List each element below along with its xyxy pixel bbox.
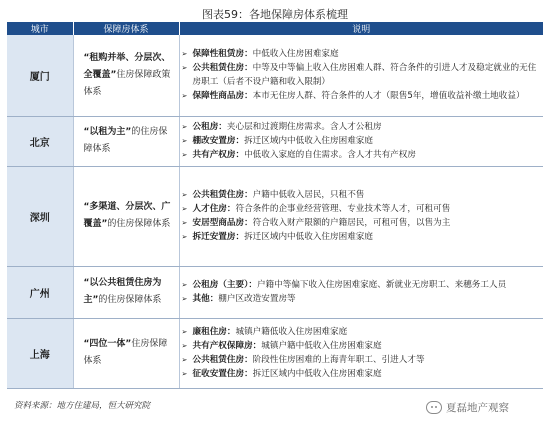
- city-cell: 上海: [7, 318, 73, 388]
- description-cell: [179, 35, 543, 116]
- header-system: 保障房体系: [73, 22, 179, 35]
- item-label: 共有产权房：: [192, 150, 245, 160]
- arrow-bullet-icon: ➢: [181, 342, 188, 350]
- arrow-bullet-icon: ➢: [181, 233, 188, 241]
- watermark: [426, 400, 509, 415]
- item-label: 公租房（主要）：: [192, 280, 257, 290]
- item-text: 中等及中等偏上收入住房困难人群、符合条件的引进人才及稳定就业的无住房职工（后者不设户籍和收入限制）: [192, 63, 537, 88]
- list-item: [182, 202, 540, 216]
- table-row: [7, 116, 543, 166]
- item-text: 中低收入住房困难家庭: [252, 49, 339, 60]
- housing-table: [7, 22, 543, 389]
- list-item: [182, 292, 540, 306]
- arrow-bullet-icon: ➢: [181, 281, 188, 289]
- source-note: 资料来源：地方住建局，恒大研究院: [14, 401, 151, 411]
- item-label: 保障性商品房：: [192, 91, 253, 102]
- item-text: 户籍中等偏下收入住房困难家庭、新就业无房职工、来穗务工人员: [256, 280, 507, 290]
- table-row: [7, 318, 543, 388]
- system-cell: [73, 35, 179, 116]
- item-text: 户籍中低收入居民，只租不售: [252, 190, 365, 200]
- list-item: [182, 47, 540, 61]
- item-text: 夹心层和过渡期住房需求。含人才公租房: [226, 122, 382, 132]
- item-text: 城镇户籍低收入住房困难家庭: [235, 327, 348, 337]
- city-cell: 北京: [7, 116, 73, 166]
- item-label: 安居型商品房：: [192, 218, 253, 228]
- description-cell: [179, 318, 543, 388]
- system-bold: “以租为主”: [83, 127, 132, 137]
- list-item: [182, 216, 540, 230]
- list-item: [182, 367, 540, 381]
- system-rest: 的住房保障体系: [83, 127, 168, 154]
- item-text: 拆迁区域内中低收入住房困难家庭: [252, 369, 382, 379]
- item-label: 征收安置住房：: [192, 369, 253, 379]
- arrow-bullet-icon: ➢: [181, 50, 188, 59]
- list-item: [182, 134, 540, 148]
- arrow-bullet-icon: ➢: [181, 151, 188, 159]
- arrow-bullet-icon: ➢: [181, 370, 188, 378]
- list-item: [182, 353, 540, 367]
- arrow-bullet-icon: ➢: [181, 205, 188, 213]
- arrow-bullet-icon: ➢: [181, 219, 188, 227]
- item-text: 城镇户籍中低收入住房困难家庭: [261, 341, 382, 351]
- city-cell: 厦门: [7, 35, 73, 116]
- item-label: 其他：: [192, 294, 219, 304]
- system-rest: 住房保障体系: [83, 339, 168, 366]
- city-cell: 深圳: [7, 166, 73, 266]
- arrow-bullet-icon: ➢: [181, 328, 188, 336]
- system-bold: “四位一体”: [83, 339, 132, 349]
- arrow-bullet-icon: ➢: [181, 356, 188, 364]
- system-cell: [73, 266, 179, 318]
- list-item: [182, 148, 540, 162]
- item-label: 人才住房：: [192, 204, 236, 214]
- item-label: 共有产权保障房：: [192, 341, 262, 351]
- item-text: 符合条件的企事业经营管理、专业技术等人才，可租可售: [235, 204, 451, 214]
- system-rest: 住房保障政策体系: [83, 69, 171, 97]
- item-label: 公共租赁住房：: [192, 190, 253, 200]
- table-row: [7, 266, 543, 318]
- city-cell: 广州: [7, 266, 73, 318]
- system-cell: [73, 166, 179, 266]
- arrow-bullet-icon: ➢: [181, 191, 188, 199]
- list-item: [182, 278, 540, 292]
- item-label: 拆迁安置房：: [192, 232, 245, 242]
- table-row: [7, 166, 543, 266]
- item-text: 中低收入家庭的自住需求。含人才共有产权房: [244, 150, 416, 160]
- system-cell: [73, 116, 179, 166]
- item-label: 公共租赁住房：: [192, 355, 253, 365]
- list-item: [182, 61, 540, 89]
- item-label: 棚改安置房：: [192, 136, 245, 146]
- arrow-bullet-icon: ➢: [181, 137, 188, 145]
- list-item: [182, 89, 540, 103]
- system-cell: [73, 318, 179, 388]
- system-bold: “多渠道、分层次、广覆盖”: [83, 202, 171, 229]
- list-item: [182, 339, 540, 353]
- arrow-bullet-icon: ➢: [181, 64, 188, 73]
- list-item: [182, 188, 540, 202]
- system-bold: “租购并举、分层次、全覆盖”: [83, 52, 171, 80]
- system-rest: 的住房保障体系: [98, 295, 162, 305]
- item-text: 拆迁区域内中低收入住房困难家庭: [244, 232, 373, 242]
- list-item: [182, 230, 540, 244]
- item-text: 本市无住房人群、符合条件的人才（限售5年，增值收益补缴土地收益）: [252, 91, 525, 102]
- item-label: 公共租赁住房：: [192, 63, 253, 74]
- item-text: 符合收入财产限额的户籍居民，可租可售，以售为主: [252, 218, 451, 228]
- description-cell: [179, 266, 543, 318]
- arrow-bullet-icon: ➢: [181, 123, 188, 131]
- list-item: [182, 120, 540, 134]
- system-rest: 的住房保障体系: [107, 219, 171, 229]
- item-text: 拆迁区域内中低收入住房困难家庭: [244, 136, 373, 146]
- table-header-row: [7, 22, 543, 35]
- arrow-bullet-icon: ➢: [181, 295, 188, 303]
- arrow-bullet-icon: ➢: [181, 92, 188, 101]
- header-city: 城市: [7, 22, 73, 35]
- wechat-icon: [426, 401, 442, 414]
- header-description: 说明: [179, 22, 543, 35]
- system-bold: “以公共租赁住房为主”: [83, 278, 162, 305]
- watermark-text: 夏磊地产观察: [446, 402, 509, 414]
- description-cell: [179, 116, 543, 166]
- item-label: 廉租住房：: [192, 327, 236, 337]
- item-label: 保障性租赁房：: [192, 49, 253, 60]
- list-item: [182, 325, 540, 339]
- item-text: 阶段性住房困难的上海青年职工、引进人才等: [252, 355, 425, 365]
- table-row: [7, 35, 543, 116]
- item-text: 棚户区改造安置房等: [218, 294, 296, 304]
- description-cell: [179, 166, 543, 266]
- figure-title: 图表59：各地保障房体系梳理: [202, 8, 348, 21]
- item-label: 公租房：: [192, 122, 227, 132]
